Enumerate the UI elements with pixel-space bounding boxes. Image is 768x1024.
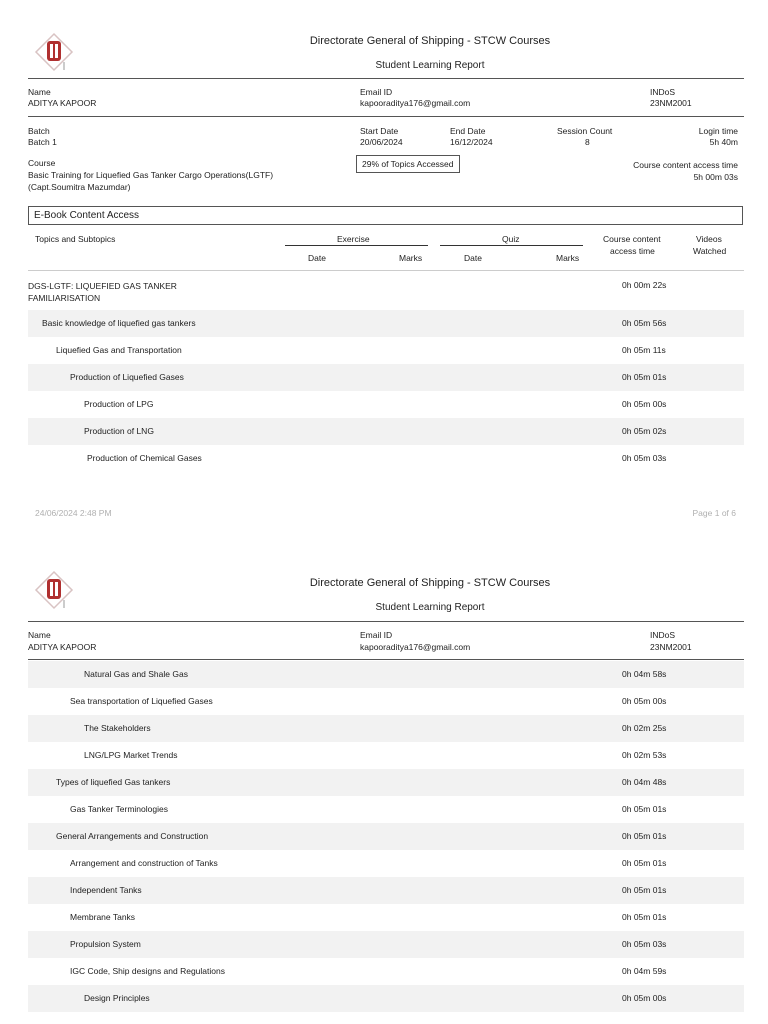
topic-access-time: 0h 05m 00s bbox=[622, 399, 667, 409]
start-date-label: Start Date bbox=[360, 126, 399, 136]
topic-access-time: 0h 05m 02s bbox=[622, 426, 667, 436]
table-row bbox=[28, 337, 744, 364]
topic-name: Sea transportation of Liquefied Gases bbox=[70, 696, 213, 706]
indos-label: INDoS bbox=[650, 630, 676, 640]
topic-access-time: 0h 02m 53s bbox=[622, 750, 667, 760]
table-row bbox=[28, 445, 744, 472]
table-row bbox=[28, 877, 744, 904]
login-time-label: Login time bbox=[698, 126, 738, 136]
table-header-rule bbox=[28, 270, 744, 271]
email-label: Email ID bbox=[360, 630, 393, 640]
exercise-date-header: Date bbox=[308, 253, 326, 263]
indos-label: INDoS bbox=[650, 87, 676, 97]
student-email: kapooraditya176@gmail.com bbox=[360, 98, 471, 108]
table-row bbox=[28, 904, 744, 931]
header-rule bbox=[28, 78, 744, 79]
quiz-date-header: Date bbox=[464, 253, 482, 263]
topic-name: Design Principles bbox=[84, 993, 150, 1003]
topic-access-time: 0h 05m 03s bbox=[622, 939, 667, 949]
exercise-header-rule bbox=[285, 245, 428, 246]
course-label: Course bbox=[28, 158, 56, 168]
report-title: Directorate General of Shipping - STCW Courses bbox=[309, 577, 551, 589]
topic-access-time: 0h 04m 58s bbox=[622, 669, 667, 679]
topics-header: Topics and Subtopics bbox=[35, 234, 116, 244]
student-indos: 23NM2001 bbox=[650, 98, 692, 108]
student-name: ADITYA KAPOOR bbox=[28, 642, 97, 652]
student-email: kapooraditya176@gmail.com bbox=[360, 642, 471, 652]
footer-page-number: Page 1 of 6 bbox=[692, 508, 736, 518]
email-label: Email ID bbox=[360, 87, 393, 97]
table-row bbox=[28, 272, 744, 310]
topic-access-time: 0h 05m 01s bbox=[622, 885, 667, 895]
table-row bbox=[28, 796, 744, 823]
topic-name: Production of Chemical Gases bbox=[87, 453, 202, 463]
table-row bbox=[28, 742, 744, 769]
quiz-header: Quiz bbox=[502, 234, 520, 244]
table-row bbox=[28, 364, 744, 391]
topic-access-time: 0h 05m 00s bbox=[622, 696, 667, 706]
exercise-header: Exercise bbox=[337, 234, 370, 244]
videos-header-line2: Watched bbox=[693, 246, 727, 256]
topic-name: LNG/LPG Market Trends bbox=[84, 750, 178, 760]
table-row bbox=[28, 310, 744, 337]
topic-access-time: 0h 05m 01s bbox=[622, 372, 667, 382]
topic-name: Production of Liquefied Gases bbox=[70, 372, 184, 382]
exercise-marks-header: Marks bbox=[399, 253, 423, 263]
topic-access-time: 0h 05m 00s bbox=[622, 993, 667, 1003]
batch-label: Batch bbox=[28, 126, 50, 136]
topic-access-time: 0h 05m 03s bbox=[622, 453, 667, 463]
end-date-value: 16/12/2024 bbox=[450, 137, 493, 147]
table-row bbox=[28, 715, 744, 742]
topic-name: Independent Tanks bbox=[70, 885, 142, 895]
topic-access-time: 0h 05m 01s bbox=[622, 804, 667, 814]
topic-name: Membrane Tanks bbox=[70, 912, 136, 922]
footer-date: 24/06/2024 2:48 PM bbox=[35, 508, 112, 518]
topic-access-time: 0h 05m 11s bbox=[622, 345, 666, 355]
course-instructor: (Capt.Soumitra Mazumdar) bbox=[28, 182, 131, 192]
table-row bbox=[28, 985, 744, 1012]
quiz-marks-header: Marks bbox=[556, 253, 580, 263]
topic-name: Production of LNG bbox=[84, 426, 154, 436]
videos-header-line1: Videos bbox=[696, 234, 722, 244]
topic-access-time: 0h 02m 25s bbox=[622, 723, 667, 733]
report-title: Directorate General of Shipping - STCW Courses bbox=[309, 35, 551, 47]
end-date-label: End Date bbox=[450, 126, 486, 136]
student-name: ADITYA KAPOOR bbox=[28, 98, 97, 108]
topic-name: Natural Gas and Shale Gas bbox=[84, 669, 188, 679]
name-label: Name bbox=[28, 630, 51, 640]
student-rule bbox=[28, 659, 744, 660]
start-date-value: 20/06/2024 bbox=[360, 137, 403, 147]
topic-name: Production of LPG bbox=[84, 399, 154, 409]
access-time-header-line2: access time bbox=[610, 246, 655, 256]
topic-name: Arrangement and construction of Tanks bbox=[70, 858, 218, 868]
topics-accessed-badge: 29% of Topics Accessed bbox=[356, 155, 460, 173]
table-row bbox=[28, 931, 744, 958]
ebook-section-title: E-Book Content Access bbox=[28, 206, 743, 225]
topic-name: Propulsion System bbox=[70, 939, 141, 949]
course-name: Basic Training for Liquefied Gas Tanker Cargo Operations(LGTF) bbox=[28, 170, 274, 180]
table-row bbox=[28, 823, 744, 850]
topic-access-time: 0h 00m 22s bbox=[622, 280, 667, 290]
batch-value: Batch 1 bbox=[28, 137, 57, 147]
student-indos: 23NM2001 bbox=[650, 642, 692, 652]
session-count-value: 8 bbox=[585, 137, 590, 147]
topic-name: IGC Code, Ship designs and Regulations bbox=[70, 966, 225, 976]
session-count-label: Session Count bbox=[557, 126, 613, 136]
header-rule bbox=[28, 621, 744, 622]
quiz-header-rule bbox=[440, 245, 583, 246]
report-subtitle: Student Learning Report bbox=[375, 602, 485, 613]
course-access-time: 5h 00m 03s bbox=[693, 172, 738, 182]
topic-access-time: 0h 05m 01s bbox=[622, 831, 667, 841]
topic-name: General Arrangements and Construction bbox=[56, 831, 209, 841]
table-row bbox=[28, 391, 744, 418]
topic-name: The Stakeholders bbox=[84, 723, 151, 733]
topic-name: Types of liquefied Gas tankers bbox=[56, 777, 171, 787]
access-time-header-line1: Course content bbox=[603, 234, 661, 244]
table-row bbox=[28, 850, 744, 877]
topic-name: Liquefied Gas and Transportation bbox=[56, 345, 182, 355]
topic-access-time: 0h 05m 01s bbox=[622, 912, 667, 922]
student-rule bbox=[28, 116, 744, 117]
topic-name: Basic knowledge of liquefied gas tankers bbox=[42, 318, 196, 328]
course-access-label: Course content access time bbox=[633, 160, 738, 170]
topic-access-time: 0h 04m 48s bbox=[622, 777, 667, 787]
table-row bbox=[28, 418, 744, 445]
table-row bbox=[28, 688, 744, 715]
table-row bbox=[28, 661, 744, 688]
topic-access-time: 0h 04m 59s bbox=[622, 966, 667, 976]
table-row bbox=[28, 769, 744, 796]
topic-access-time: 0h 05m 56s bbox=[622, 318, 667, 328]
topic-access-time: 0h 05m 01s bbox=[622, 858, 667, 868]
table-row bbox=[28, 958, 744, 985]
topic-name: Gas Tanker Terminologies bbox=[70, 804, 168, 814]
name-label: Name bbox=[28, 87, 51, 97]
report-subtitle: Student Learning Report bbox=[375, 60, 485, 71]
topic-name: DGS-LGTF: LIQUEFIED GAS TANKER FAMILIARISATION bbox=[28, 281, 177, 303]
login-time-value: 5h 40m bbox=[709, 137, 738, 147]
